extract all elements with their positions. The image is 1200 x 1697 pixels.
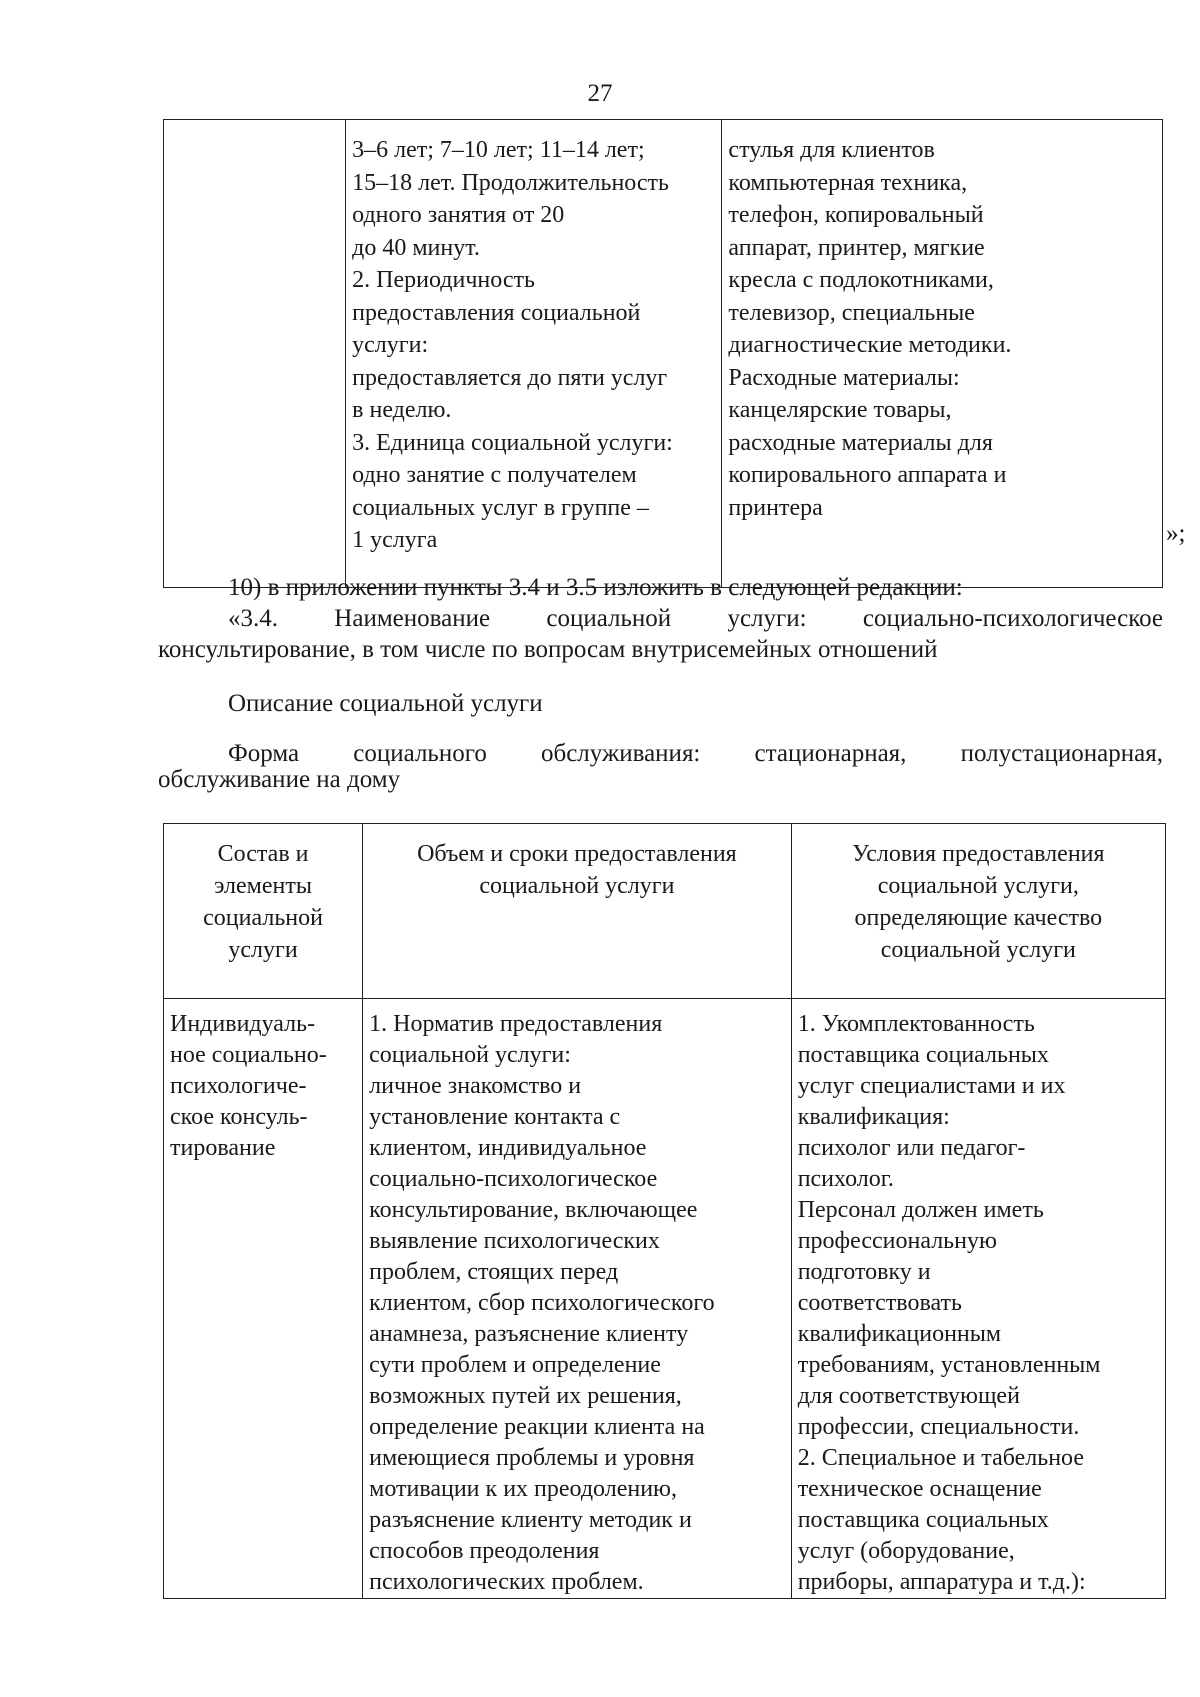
text-line: социальной услуги,: [877, 873, 1079, 899]
text-line: Индивидуаль-: [170, 1011, 316, 1037]
text-line: в неделю.: [352, 397, 452, 423]
text-line: социально-психологическое: [369, 1166, 658, 1192]
text-line: социальной услуги: [880, 937, 1076, 963]
text-line: 1. Укомплектованность: [797, 1011, 1035, 1037]
text-line: квалификационным: [797, 1321, 1002, 1347]
text-line: телевизор, специальные: [728, 299, 975, 326]
text-line: предоставляется до пяти услуг: [352, 364, 668, 391]
text-line: подготовку и: [797, 1259, 931, 1285]
text-line: стулья для клиентов: [728, 137, 935, 163]
header-composition: [164, 824, 363, 999]
text-line: разъяснение клиенту методик и: [369, 1507, 692, 1533]
text-line: мотивации к их преодолению,: [369, 1476, 677, 1502]
text-line: требованиям, установленным: [797, 1352, 1101, 1378]
text-line: кресла с подлокотниками,: [728, 267, 994, 293]
text-line: до 40 минут.: [352, 234, 480, 261]
service-volume-cell: [363, 999, 792, 1599]
text-line: Состав и: [217, 841, 309, 867]
text-line: социальных услуг в группе –: [352, 494, 649, 521]
text-line: услуги: [228, 937, 298, 963]
text-line: Условия предоставления: [852, 841, 1105, 867]
paragraph-service-name-cont: консультирование, в том числе по вопросам внутрисемейных отношений: [158, 636, 938, 663]
text-line: определение реакции клиента на: [369, 1414, 705, 1440]
service-name-cell: [164, 999, 363, 1599]
text-line: проблем, стоящих перед: [369, 1259, 619, 1285]
text-line: психолог.: [797, 1166, 894, 1192]
paragraph-service-form-cont: обслуживание на дому: [158, 766, 401, 793]
section-heading: Описание социальной услуги: [228, 690, 543, 717]
page-number: 27: [587, 80, 613, 107]
text-line: 2. Периодичность: [352, 267, 535, 293]
text-line: 1. Норматив предоставления: [369, 1011, 663, 1037]
text-line: поставщика социальных: [797, 1042, 1049, 1068]
top-col3-cell: [722, 120, 1163, 588]
text-line: приборы, аппаратура и т.д.):: [797, 1569, 1086, 1595]
text-line: для соответствующей: [797, 1383, 1020, 1409]
text-line: Персонал должен иметь: [797, 1197, 1044, 1223]
text-line: одно занятие с получателем: [352, 462, 637, 488]
paragraph-amendment: 10) в приложении пункты 3.4 и 3.5 изложить в следующей редакции:: [228, 574, 963, 601]
table-row: [164, 999, 1166, 1599]
text-line: предоставления социальной: [352, 299, 641, 326]
text-line: определяющие качество: [854, 905, 1103, 931]
text-line: ское консуль-: [170, 1104, 308, 1130]
text-line: профессиональную: [797, 1228, 997, 1254]
text-line: профессии, специальности.: [797, 1414, 1080, 1440]
text-line: расходные материалы для: [728, 429, 993, 456]
text-line: Расходные материалы:: [728, 364, 960, 391]
header-conditions: [791, 824, 1165, 999]
text-line: канцелярские товары,: [728, 397, 952, 423]
text-line: 3–6 лет; 7–10 лет; 11–14 лет;: [352, 137, 645, 163]
text-line: соответствовать: [797, 1290, 962, 1316]
continued-table: [163, 119, 1163, 588]
text-line: психолог или педагог-: [797, 1135, 1026, 1161]
text-line: выявление психологических: [369, 1228, 660, 1254]
text-line: психологических проблем.: [369, 1569, 644, 1595]
top-col2-cell: [346, 120, 722, 588]
service-conditions-cell: [791, 999, 1165, 1599]
text-line: техническое оснащение: [797, 1476, 1042, 1502]
paragraph-service-name: «3.4. Наименование социальной услуги: социально-психологическое: [228, 605, 1163, 632]
closing-quote: »;: [1166, 520, 1186, 547]
text-line: услуги:: [352, 332, 429, 358]
text-line: личное знакомство и: [369, 1073, 582, 1099]
text-line: способов преодоления: [369, 1538, 600, 1564]
text-line: одного занятия от 20: [352, 202, 565, 228]
text-line: сути проблем и определение: [369, 1352, 661, 1378]
text-line: копировального аппарата и: [728, 462, 1007, 488]
text-line: диагностические методики.: [728, 332, 1012, 358]
text-line: ное социально-: [170, 1042, 327, 1068]
text-line: имеющиеся проблемы и уровня: [369, 1445, 695, 1471]
text-line: 15–18 лет. Продолжительность: [352, 169, 669, 196]
text-line: социальной услуги: [479, 873, 675, 899]
text-line: тирование: [170, 1135, 276, 1161]
text-line: услуг (оборудование,: [797, 1538, 1015, 1564]
text-line: установление контакта с: [369, 1104, 621, 1130]
text-line: клиентом, сбор психологического: [369, 1290, 715, 1316]
text-line: элементы: [214, 873, 312, 899]
text-line: 1 услуга: [352, 527, 438, 553]
service-table: [163, 823, 1166, 1599]
text-line: телефон, копировальный: [728, 202, 984, 228]
table-header-row: [164, 824, 1166, 999]
text-line: принтера: [728, 494, 823, 521]
top-col1-cell: [164, 120, 346, 588]
table-row: [164, 120, 1163, 588]
text-line: поставщика социальных: [797, 1507, 1049, 1533]
text-line: услуг специалистами и их: [797, 1073, 1066, 1099]
header-volume-terms: [363, 824, 792, 999]
text-line: психологиче-: [170, 1073, 307, 1099]
paragraph-service-form: Форма социального обслуживания: стационарная, полустационарная,: [228, 740, 1163, 767]
text-line: 2. Специальное и табельное: [797, 1445, 1084, 1471]
text-line: социальной: [203, 905, 323, 931]
text-line: консультирование, включающее: [369, 1197, 698, 1223]
text-line: анамнеза, разъяснение клиенту: [369, 1321, 689, 1347]
text-line: клиентом, индивидуальное: [369, 1135, 647, 1161]
text-line: 3. Единица социальной услуги:: [352, 429, 673, 456]
text-line: Объем и сроки предоставления: [417, 841, 737, 867]
text-line: квалификация:: [797, 1104, 950, 1130]
text-line: компьютерная техника,: [728, 169, 968, 196]
text-line: аппарат, принтер, мягкие: [728, 234, 985, 261]
text-line: социальной услуги:: [369, 1042, 571, 1068]
text-line: возможных путей их решения,: [369, 1383, 682, 1409]
